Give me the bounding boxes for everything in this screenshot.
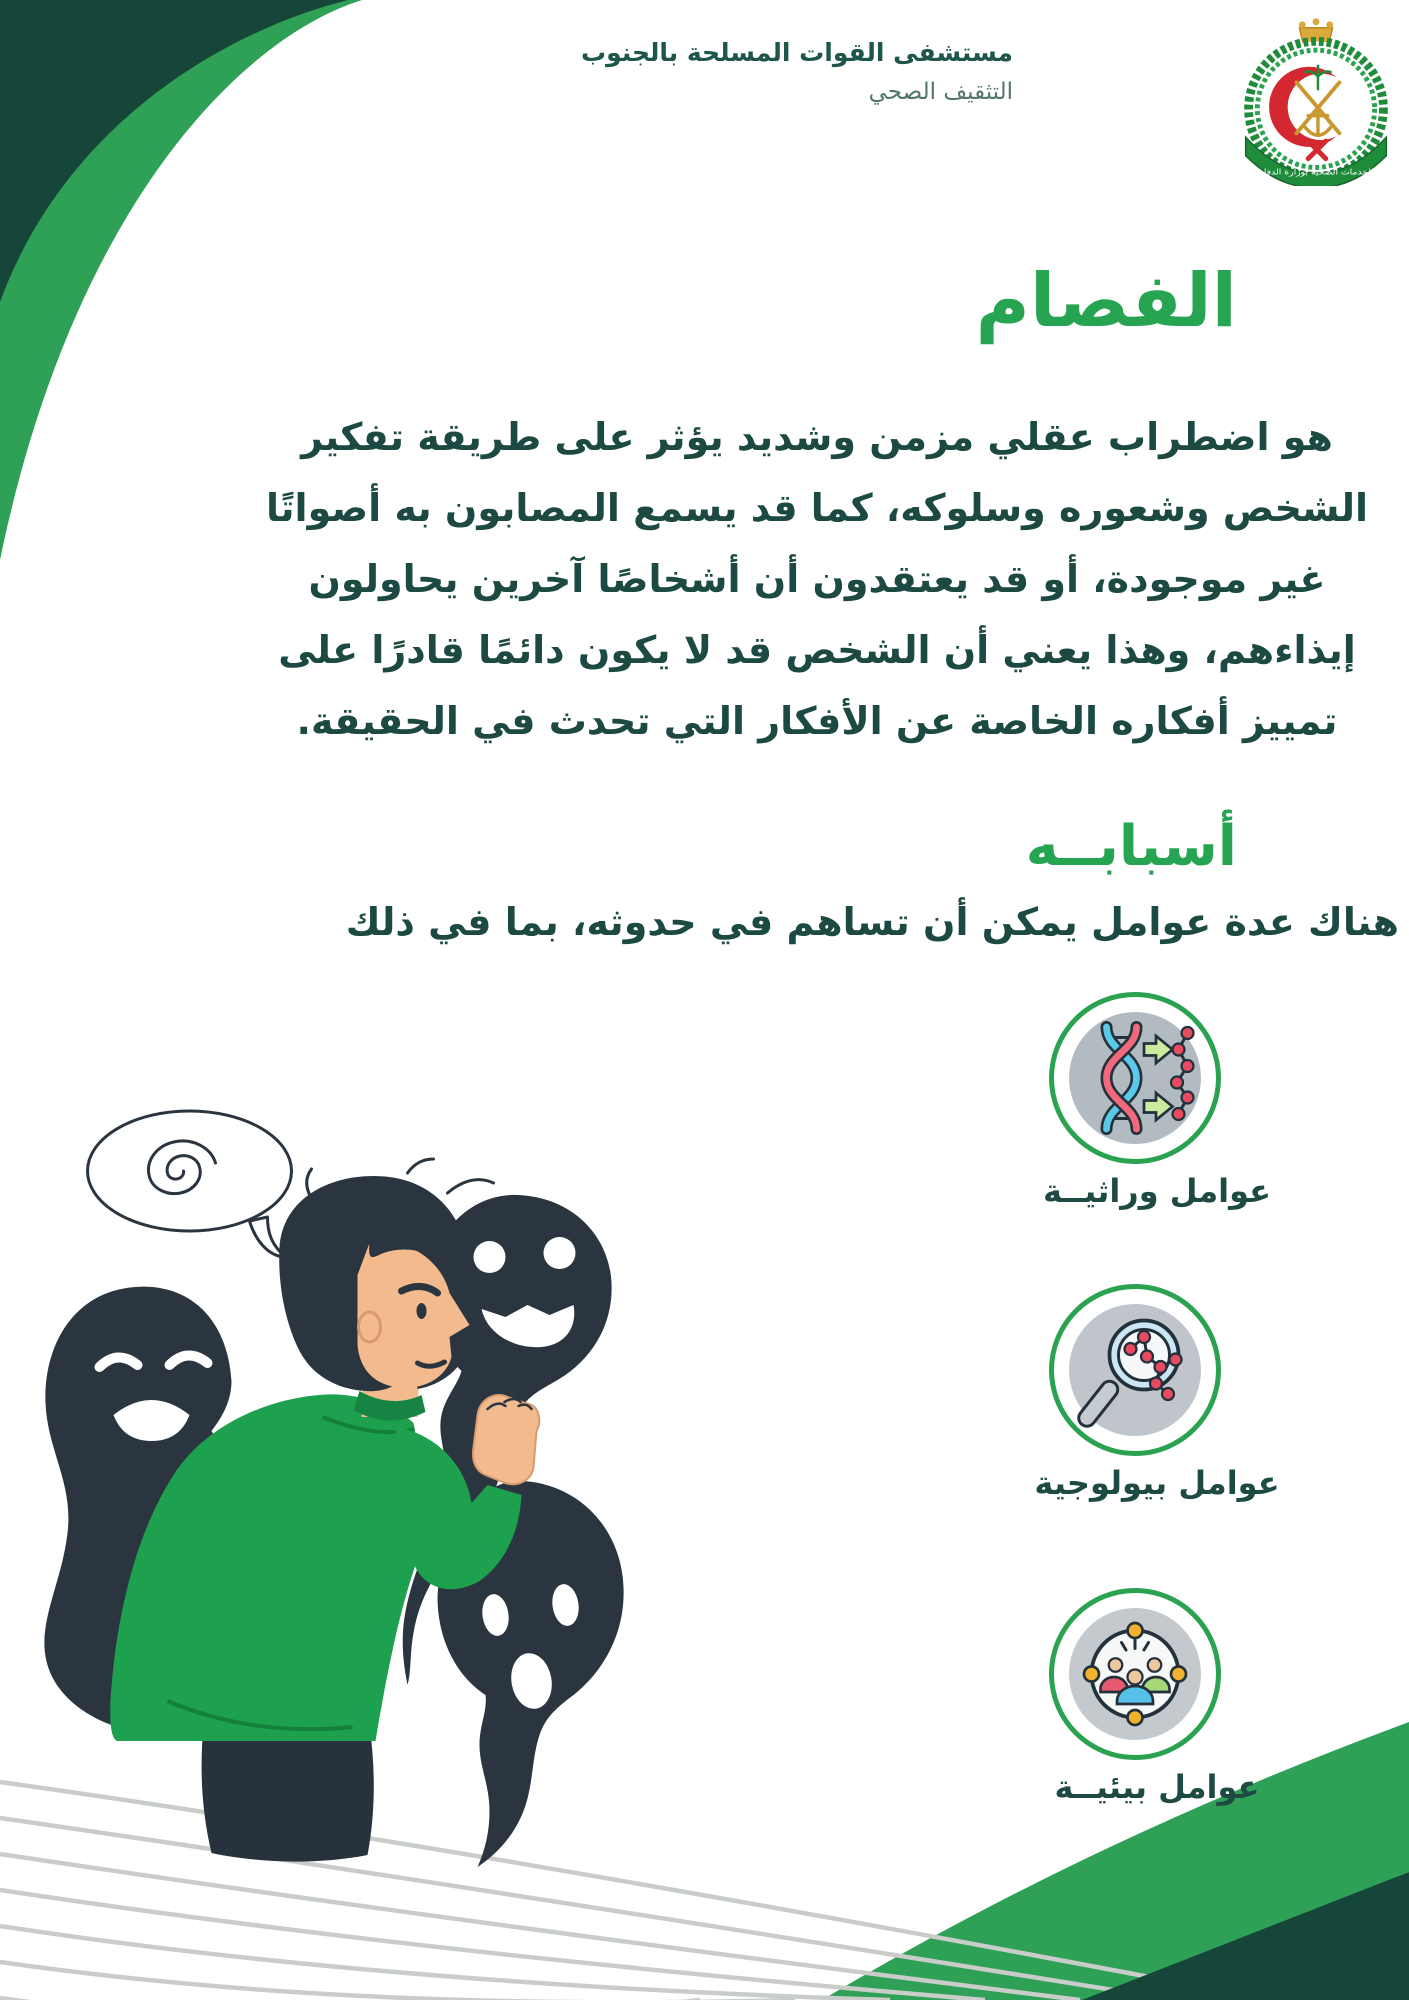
factor-label: عوامل بيئيــة: [1054, 1768, 1260, 1806]
department-name: التثقيف الصحي: [868, 79, 1013, 105]
factor-label: عوامل بيولوجية: [1034, 1464, 1280, 1502]
factor-environmental: [965, 1588, 1305, 1806]
description-line: غير موجودة، أو قد يعتقدون أن أشخاصًا آخرين يحاولون: [308, 557, 1326, 601]
factor-label: عوامل وراثيــة: [1042, 1172, 1272, 1210]
hospital-name: مستشفى القوات المسلحة بالجنوب: [581, 38, 1013, 67]
armed-forces-medical-services-logo-icon: [1237, 14, 1395, 186]
magnifier-biological-factors-icon: [1060, 1295, 1210, 1445]
description-line: إيذاءهم، وهذا يعني أن الشخص قد لا يكون دائمًا قادرًا على: [278, 628, 1356, 672]
page-title: الفصام: [975, 258, 1237, 344]
man-with-ghost-hallucinations-illustration: [15, 1085, 680, 1885]
description-line: هو اضطراب عقلي مزمن وشديد يؤثر على طريقة تفكير: [301, 415, 1333, 459]
description-paragraph: [231, 402, 1403, 757]
header: [581, 38, 1013, 105]
description-line: تمييز أفكاره الخاصة عن الأفكار التي تحدث في الحقيقة.: [296, 699, 1338, 743]
description-line: الشخص وشعوره وسلوكه، كما قد يسمع المصابون به أصواتًا: [266, 486, 1368, 530]
dna-genetic-factors-icon: [1060, 1003, 1210, 1153]
causes-heading: أسبابــه: [1025, 814, 1237, 879]
people-environmental-factors-icon: [1060, 1599, 1210, 1749]
factor-biological: [965, 1284, 1305, 1502]
factor-genetic: [965, 992, 1305, 1210]
logo-banner-text: الخدمات الصحية بوزارة الدفاع: [1258, 167, 1374, 177]
causes-intro: هناك عدة عوامل يمكن أن تساهم في حدوثه، بما في ذلك: [345, 900, 1399, 944]
